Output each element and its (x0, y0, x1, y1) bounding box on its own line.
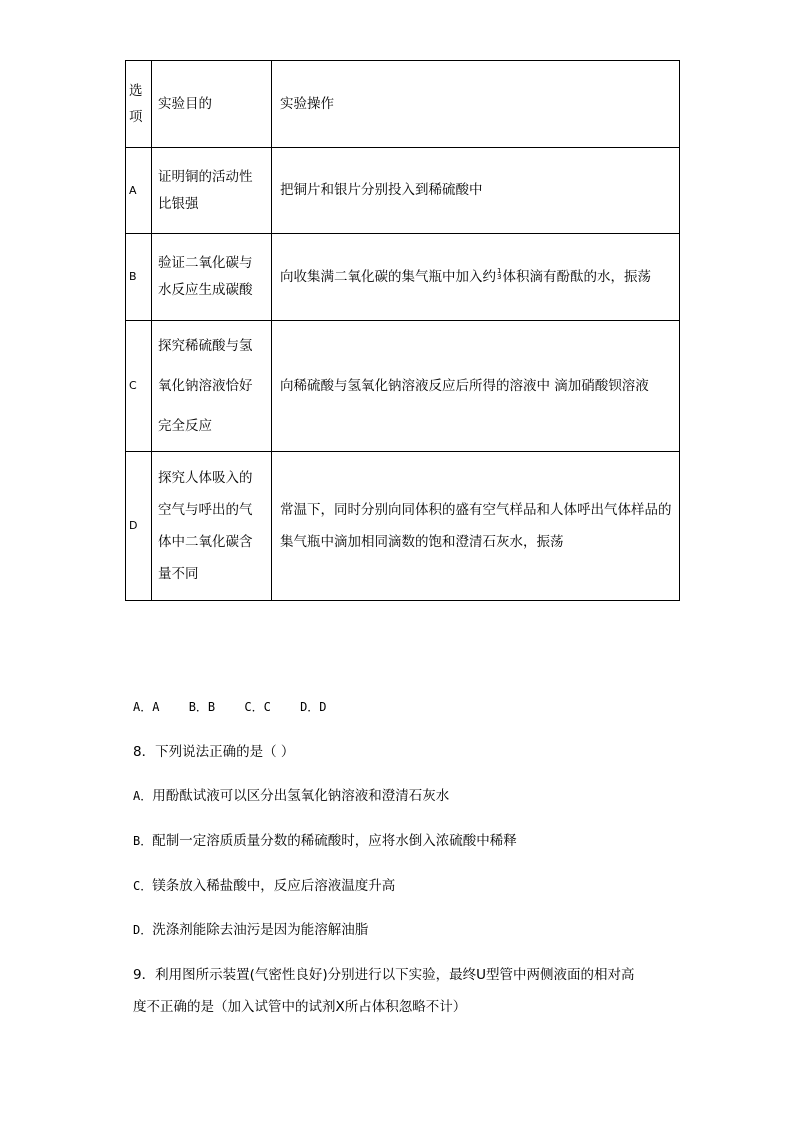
choice-a[interactable]: A．A (133, 700, 160, 714)
header-operation: 实验操作 (272, 61, 680, 148)
table-header-row (126, 61, 680, 148)
q9-stem-line2: 度不正确的是（加入试管中的试剂X所占体积忽略不计） (133, 999, 467, 1015)
row-operation: 常温下，同时分别向同体积的盛有空气样品和人体呼出气体样品的集气瓶中滴加相同滴数的饱和澄清石灰水，振荡 (272, 452, 680, 601)
choice-d[interactable]: D．D (300, 700, 327, 714)
row-option: B (126, 234, 152, 321)
experiment-table (125, 60, 680, 601)
q8-option-b[interactable]: B．配制一定溶质质量分数的稀硫酸时，应将水倒入浓硫酸中稀释 (133, 833, 517, 849)
row-option: C (126, 321, 152, 452)
table-row (126, 234, 680, 321)
row-goal: 验证二氧化碳与水反应生成碳酸 (152, 234, 272, 321)
fraction-one-third: 1 3 (497, 266, 502, 281)
q8-option-a[interactable]: A．用酚酞试液可以区分出氢氧化钠溶液和澄清石灰水 (133, 788, 450, 804)
row-goal: 探究人体吸入的空气与呼出的气体中二氧化碳含量不同 (152, 452, 272, 601)
table-row (126, 321, 680, 452)
row-operation: 向收集满二氧化碳的集气瓶中加入约 1 3 体积滴有酚酞的水，振荡 (272, 234, 680, 321)
row-option: D (126, 452, 152, 601)
q8-option-d[interactable]: D．洗涤剂能除去油污是因为能溶解油脂 (133, 922, 369, 938)
choice-b[interactable]: B．B (188, 700, 216, 714)
q8-option-c[interactable]: C．镁条放入稀盐酸中，反应后溶液温度升高 (133, 878, 396, 894)
row-goal: 探究稀硫酸与氢氧化钠溶液恰好完全反应 (152, 321, 272, 452)
row-operation: 把铜片和银片分别投入到稀硫酸中 (272, 148, 680, 234)
table-row (126, 148, 680, 234)
q7-choices (133, 698, 349, 715)
row-goal: 证明铜的活动性比银强 (152, 148, 272, 234)
table-row (126, 452, 680, 601)
header-option: 选项 (126, 61, 152, 148)
row-operation: 向稀硫酸与氢氧化钠溶液反应后所得的溶液中 滴加硝酸钡溶液 (272, 321, 680, 452)
row-option: A (126, 148, 152, 234)
q8-stem: 8．下列说法正确的是（ ） (133, 744, 295, 760)
q9-stem-line1: 9．利用图所示装置(气密性良好)分别进行以下实验，最终U型管中两侧液面的相对高 (133, 967, 635, 983)
choice-c[interactable]: C．C (244, 700, 271, 714)
header-goal: 实验目的 (152, 61, 272, 148)
